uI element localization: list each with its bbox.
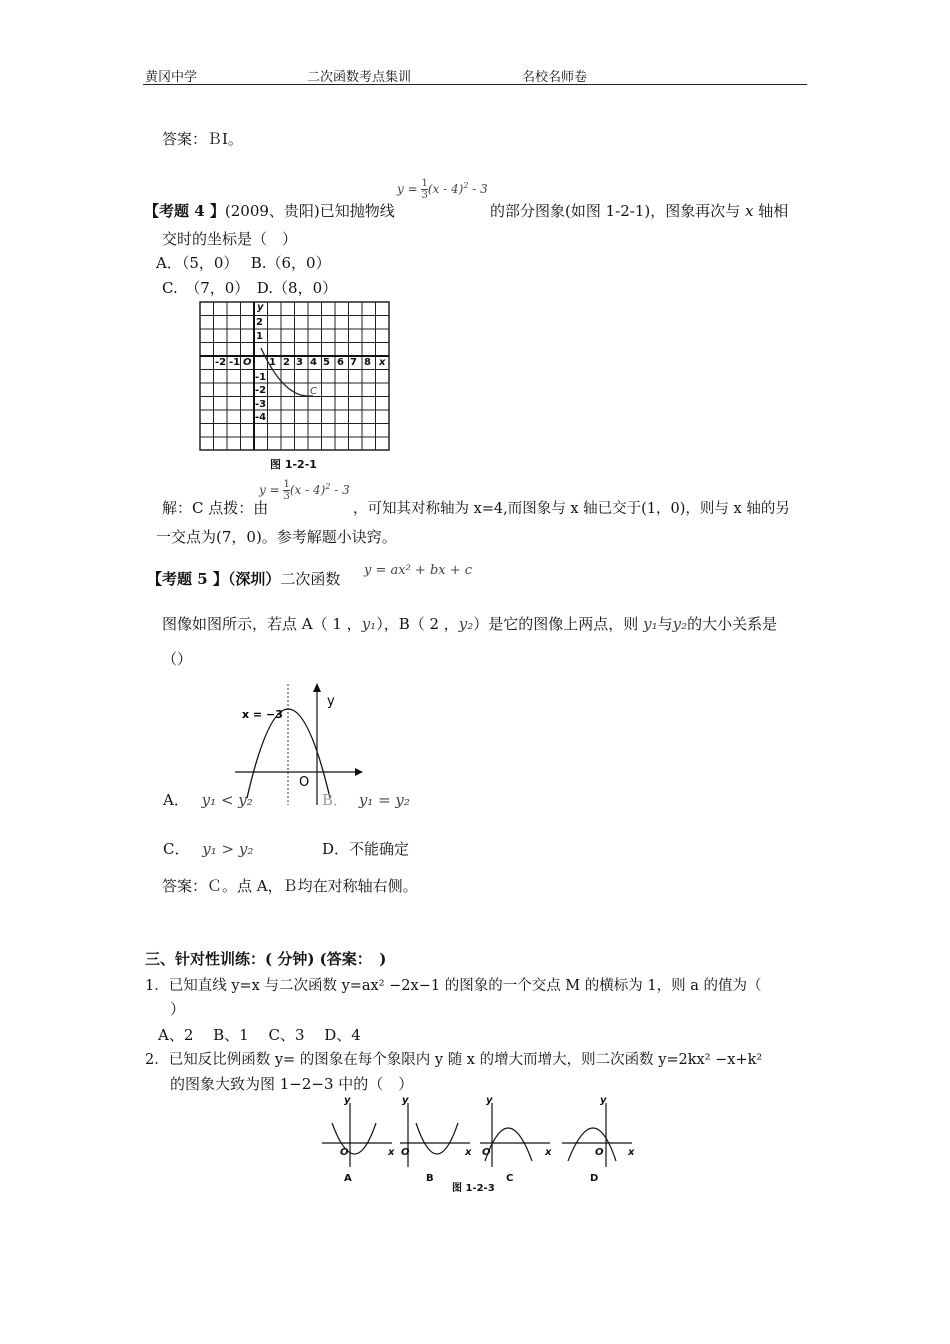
q4-line1 [144,200,395,221]
y-tick: -1 [255,372,267,383]
y-tick: -2 [255,385,267,396]
q4-frac-num: 1 [421,178,428,189]
q5-y1-again: y₁ [643,615,658,633]
q5-opt-b-expr: y₁ = y₂ [358,791,410,809]
prev-answer: 答案：ＢⅠ。 [162,130,243,148]
q5-opt-a-label: A． [163,791,189,809]
x-axis-label: x [379,357,386,368]
figure-1-2-3 [310,1095,640,1195]
fig-label-d: D [590,1173,599,1184]
fig-a-o: O [340,1147,349,1158]
section3-p2-line1: 2．已知反比例函数 y= 的图象在每个象限内 y 随 x 的增大而增大，则二次函数 y=2kx² −x+k² [145,1052,763,1068]
fig-a-y: y [344,1095,351,1106]
q4-tag: 【考题 4 】 [144,202,225,220]
fig-c-y: y [486,1095,493,1106]
section3-title: 三、针对性训练：( 分钟) (答案： ) [145,950,387,968]
q5-origin: O [299,775,310,790]
fig-a-curve [332,1123,376,1154]
q4-xvar: x [745,202,754,220]
sol4-formula-rest: (x - 4) [289,483,326,497]
x-tick: 3 [296,357,303,368]
x-tick: O [243,357,252,368]
q4-lead: (2009、贵阳)已知抛物线 [224,202,395,220]
y-tick: 2 [256,317,263,328]
figure-1-2-1 [195,298,395,473]
fig-a-axes [322,1103,392,1167]
q5-y-label: y [327,694,335,709]
fig-b-o: O [401,1147,410,1158]
q5-x-arrow [355,768,363,776]
x-tick: 2 [283,357,290,368]
figure-caption: 图 1-2-1 [270,458,317,471]
q5-opt-c-expr: y₁ > y₂ [202,840,254,858]
fig-d-curve [568,1128,616,1161]
q5-opt-b [322,789,410,810]
sol4-post: ，可知其对称轴为 x=4,而图象与 x 轴已交于(1，0)，则与 x 轴的另 [353,501,790,517]
fig-d-x: x [628,1147,635,1158]
q5-axis-label: x = −3 [242,708,283,721]
q5-formula: y = ax² + bx + c [364,563,473,578]
q5-y2-again: y₂ [672,615,688,633]
q4-options-ab: A．（5，0） B.（6，0） [156,254,331,272]
sol4-formula [259,479,350,502]
q5-line2-c: ）是它的图像上两点，则 [473,615,639,633]
q5-lead: 二次函数 [280,570,341,588]
section3-p1-options: A、2 B、1 C、3 D、4 [158,1026,361,1044]
q4-formula-exp: 2 [463,181,469,190]
x-tick: -1 [229,357,241,368]
header-school: 黄冈中学 [145,70,198,85]
y-axis-label: y [257,302,264,313]
fig-d-y: y [600,1095,607,1106]
q4-options-cd: C. （7，0） D.（8，0） [162,279,338,297]
x-tick: 7 [350,357,357,368]
sol4-formula-exp: 2 [325,482,331,491]
q4-after: 的部分图象(如图 1-2-1)，图象再次与 [490,202,746,220]
q4-after2: 轴相 [753,202,789,220]
q5-y2: y₂ [458,615,474,633]
q5-opt-a-expr: y₁ < y₂ [201,791,253,809]
x-tick: -2 [215,357,227,368]
header-rule [143,84,807,85]
q5-paren: （） [162,650,193,668]
fig-b-curve [416,1123,458,1154]
x-tick: 6 [337,357,344,368]
q4-formula [397,178,488,201]
sol4-formula-lhs: y = [259,483,280,497]
q5-line2 [162,613,777,634]
y-tick: -3 [255,399,267,410]
fig-c-x: x [545,1147,552,1158]
q4-frac-den: 3 [421,190,428,201]
q5-place: （深圳） [227,570,281,588]
fig-label-a: A [344,1173,352,1184]
section3-p1-line2: ） [170,1000,186,1018]
fig-b-x: x [465,1147,472,1158]
fig-caption-1-2-3: 图 1-2-3 [452,1183,495,1194]
q5-tag: 【考题 5 】 [147,570,228,588]
section3-p2-line2: 的图象大致为图 1−2−3 中的（ ） [170,1075,414,1093]
fig-c-o: O [482,1147,491,1158]
sol4-line2: 一交点为(7，0)。参考解题小诀窍。 [156,528,397,546]
q5-answer: 答案：Ｃ。点 A，Ｂ均在对称轴右侧。 [162,877,418,895]
section3-p1-line1: 1．已知直线 y=x 与二次函数 y=ax² −2x−1 的图象的一个交点 M 的横标为 1，则 a 的值为（ [145,978,762,994]
q5-line2-b: ），B（ 2 ， [376,615,459,633]
q5-opt-c-label: C． [163,840,190,858]
q5-opt-c [163,838,253,859]
q5-opt-b-label: B． [322,791,349,809]
x-tick: 1 [269,357,276,368]
q5-y-arrow [313,683,321,692]
fig-b-y: y [402,1095,409,1106]
q5-line2-a: 图像如图所示，若点 A（ 1 ， [162,615,362,633]
fig-label-b: B [426,1173,434,1184]
fig-label-c: C [506,1173,514,1184]
sol4-frac-num: 1 [283,479,290,490]
q5-line2-e: 的大小关系是 [687,615,778,633]
fig-a-x: x [388,1147,395,1158]
q5-y1: y₁ [361,615,377,633]
q4-formula-tail: - 3 [468,182,488,196]
x-tick: 4 [310,357,317,368]
sol4-frac-den: 3 [283,491,290,502]
q4-line2: 交时的坐标是（ ） [162,230,298,248]
x-tick: 8 [364,357,371,368]
sol4-pre: 解：C 点拨：由 [162,499,269,517]
q5-line1 [147,568,340,589]
fig-b-axes [400,1103,470,1167]
grid-lines [200,302,389,450]
q4-line1-rest [490,200,788,221]
q4-formula-lhs: y = [397,182,418,196]
q5-line2-d: 与 [657,615,673,633]
header-series: 名校名师卷 [522,70,588,85]
y-tick: 1 [256,331,263,342]
x-tick: 5 [323,357,330,368]
q4-formula-rest: (x - 4) [427,182,464,196]
fig-d-o: O [595,1147,604,1158]
y-tick: -4 [255,412,267,423]
q5-opt-a [163,789,253,810]
point-c-label: C [310,386,317,397]
header-subject: 二次函数考点集训 [307,70,412,85]
q5-opt-d: D．不能确定 [322,840,410,858]
sol4-formula-tail: - 3 [330,483,350,497]
